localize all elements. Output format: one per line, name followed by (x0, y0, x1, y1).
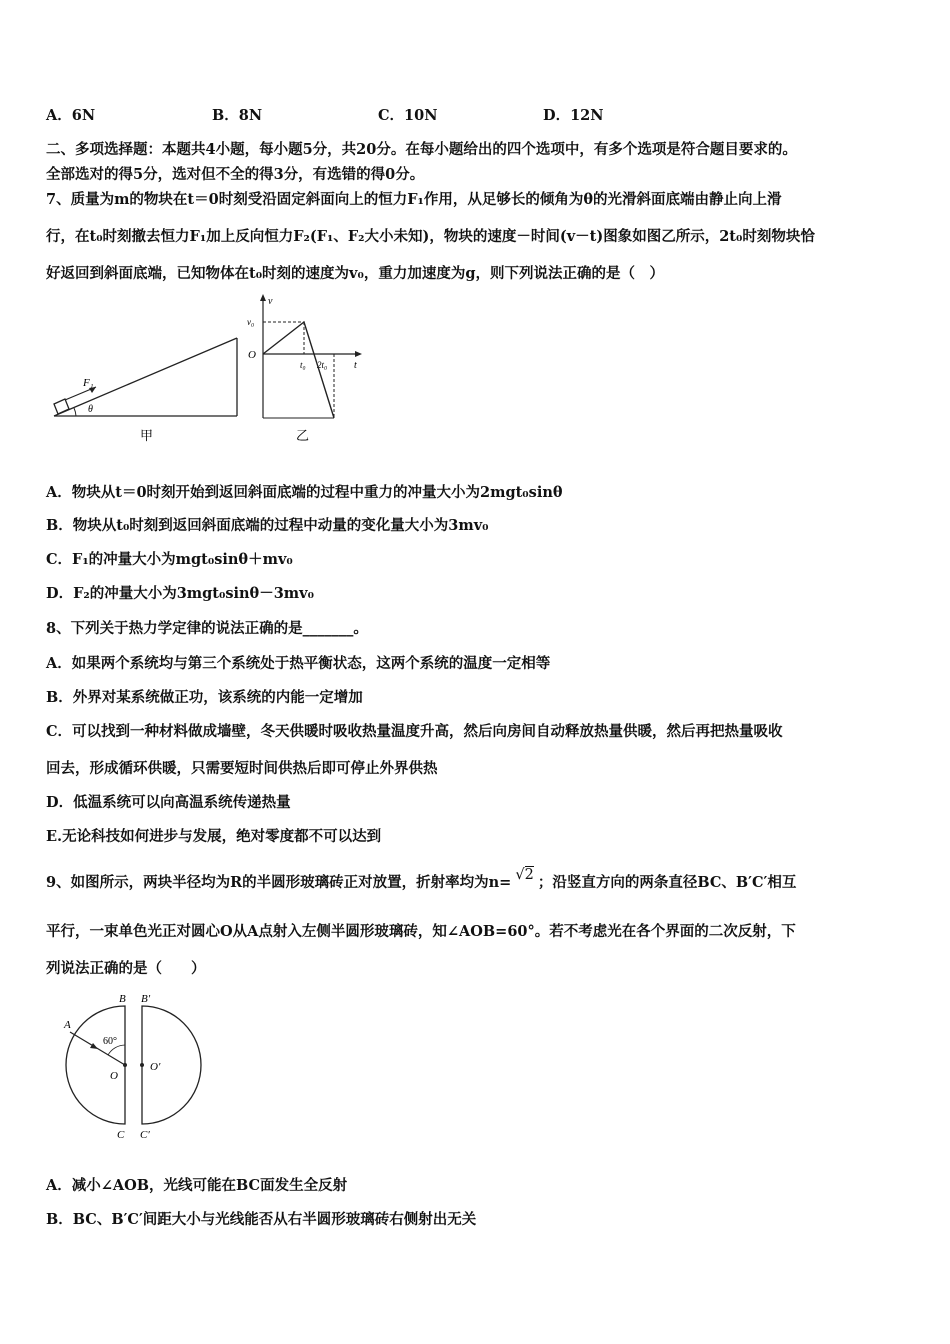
origin-label: O (248, 349, 256, 361)
label-c-prime: C′ (140, 1129, 150, 1141)
velocity-curve (263, 322, 334, 418)
sqrt-expression: √2 (515, 867, 534, 883)
q9-stem-line1b: ；沿竖直方向的两条直径BC、B′C′相互 (537, 874, 797, 891)
q8-option-e: E.无论科技如何进步与发展，绝对零度都不可以达到 (46, 828, 382, 845)
caption-yi: 乙 (296, 428, 310, 443)
q8-option-a: A．如果两个系统均与第三个系统处于热平衡状态，这两个系统的温度一定相等 (46, 655, 551, 672)
label-b-prime: B′ (141, 993, 151, 1005)
2t0-label: 2t₀ (317, 360, 328, 370)
q7-figure-jia (48, 330, 248, 442)
q6-option-d: D．12N (543, 107, 604, 124)
q8-option-d: D．低温系统可以向高温系统传递热量 (46, 794, 291, 811)
q8-option-b: B．外界对某系统做正功，该系统的内能一定增加 (46, 689, 363, 706)
t-axis-label: t (354, 360, 357, 371)
t0-label: t₀ (300, 360, 306, 370)
q8-stem: 8、下列关于热力学定律的说法正确的是_______。 (46, 620, 368, 637)
q7-figure-yi (244, 292, 374, 444)
label-o: O (110, 1070, 118, 1082)
label-b: B (119, 993, 126, 1005)
q7-option-d: D．F₂的冲量大小为3mgt₀sinθ－3mv₀ (46, 585, 314, 602)
q8-option-c-cont: 回去，形成循环供暖，只需要短时间供热后即可停止外界供热 (46, 760, 438, 777)
force-label: F₁ (83, 377, 94, 389)
section2-heading-2: 全部选对的得5分，选对但不全的得3分，有选错的得0分。 (46, 166, 425, 183)
q7-option-b: B．物块从t₀时刻到返回斜面底端的过程中动量的变化量大小为3mv₀ (46, 517, 489, 534)
center-o (123, 1063, 127, 1067)
label-angle: 60° (103, 1036, 117, 1047)
q7-option-c: C．F₁的冲量大小为mgt₀sinθ＋mv₀ (46, 551, 293, 568)
q9-figure (58, 986, 218, 1146)
q9-option-a: A．减小∠AOB，光线可能在BC面发生全反射 (46, 1177, 348, 1194)
q9-option-b: B．BC、B′C′间距大小与光线能否从右半圆形玻璃砖右侧射出无关 (46, 1211, 477, 1228)
q9-stem-line1a: 9、如图所示，两块半径均为R的半圆形玻璃砖正对放置，折射率均为n= (46, 874, 512, 891)
v0-label: v₀ (247, 317, 255, 327)
q7-stem-line2: 行，在t₀时刻撤去恒力F₁加上反向恒力F₂(F₁、F₂大小未知)，物块的速度－时间(v－t)图象如图乙所示，2t₀时刻物块恰 (46, 228, 815, 245)
caption-jia: 甲 (140, 428, 154, 442)
q6-option-b: B．8N (212, 107, 263, 124)
label-c: C (117, 1129, 125, 1141)
q9-stem-line3: 列说法正确的是（ ） (46, 960, 206, 977)
q8-option-c: C．可以找到一种材料做成墙壁，冬天供暖时吸收热量温度升高，然后向房间自动释放热量供暖，然后再把热量吸收 (46, 723, 783, 740)
ray-arrowhead (90, 1043, 98, 1049)
angle-label: θ (88, 404, 93, 415)
block (54, 399, 69, 414)
label-o-prime: O′ (150, 1061, 161, 1073)
q7-stem-line3: 好返回到斜面底端，已知物体在t₀时刻的速度为v₀，重力加速度为g，则下列说法正确的是（ ） (46, 265, 664, 282)
q6-option-c: C．10N (378, 107, 438, 124)
q7-option-a: A．物块从t＝0时刻开始到返回斜面底端的过程中重力的冲量大小为2mgt₀sinθ (46, 484, 563, 501)
q6-option-a: A．6N (46, 107, 96, 124)
q9-stem-line1 (46, 867, 797, 892)
q9-stem-line2: 平行，一束单色光正对圆心O从A点射入左侧半圆形玻璃砖，知∠AOB=60°。若不考虑光在各个界面的二次反射，下 (46, 923, 796, 940)
left-semicircle (66, 1006, 125, 1124)
label-a: A (64, 1019, 71, 1031)
v-axis-label: v (268, 296, 273, 307)
center-o-prime (140, 1063, 144, 1067)
q7-stem-line1: 7、质量为m的物块在t＝0时刻受沿固定斜面向上的恒力F₁作用，从足够长的倾角为θ的光滑斜面底端由静止向上滑 (46, 191, 782, 208)
incline-slope (54, 338, 237, 416)
sqrt-value: 2 (524, 867, 534, 883)
section2-heading: 二、多项选择题：本题共4小题，每小题5分，共20分。在每小题给出的四个选项中，有多个选项是符合题目要求的。 (46, 141, 797, 158)
